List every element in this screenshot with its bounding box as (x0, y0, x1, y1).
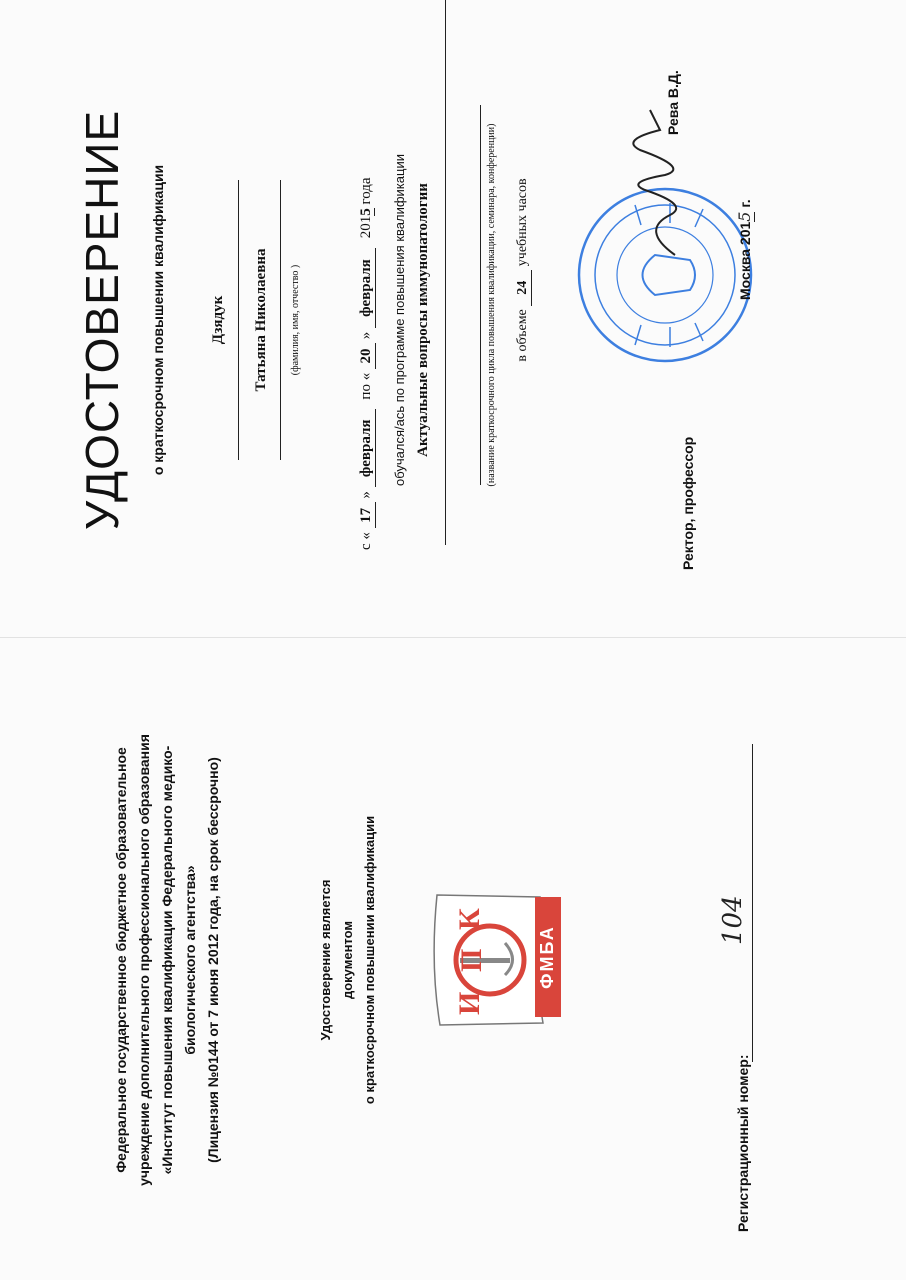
city-year-line (735, 199, 754, 300)
rector-signature (620, 100, 700, 260)
registration-label: Регистрационный номер: (735, 1054, 751, 1232)
statement-line-2: документом (340, 920, 355, 1000)
date-from-prefix: с (358, 543, 374, 550)
studied-text: обучался/ась по программе повышения квалификации (392, 154, 407, 486)
logo-banner-text: ФМБА (537, 925, 557, 989)
org-line-2: учреждение дополнительного профессионального образования (136, 734, 152, 1186)
program-underline-1 (445, 0, 446, 545)
rector-label: Ректор, профессор (680, 436, 696, 570)
statement-line-1: Удостоверение является (318, 879, 333, 1041)
ipk-fmba-logo (425, 885, 565, 1035)
logo-letter-i: И (453, 991, 486, 1015)
holder-surname: Дзядук (210, 295, 226, 345)
surname-underline (238, 180, 239, 460)
date-line: с « 17 » февраля по « 20 » февраля 2015 года (358, 177, 374, 550)
date-to-day: 20 (358, 343, 376, 369)
date-year-suffix: года (358, 177, 374, 205)
statement-line-3: о краткосрочном повышении квалификации (362, 815, 377, 1105)
org-line-5: (Лицензия №0144 от 7 июня 2012 года, на срок бессрочно) (205, 757, 221, 1163)
logo-letter-k: К (453, 908, 486, 930)
holder-name: Татьяна Николаевна (253, 248, 269, 392)
name-underline (280, 180, 281, 460)
org-line-3: «Институт повышения квалификации Федерального медико- (159, 745, 175, 1175)
city-year-suffix: г. (737, 199, 753, 208)
program-title: Актуальные вопросы иммунопатологии (415, 183, 431, 457)
program-underline-2 (480, 105, 481, 485)
date-to-prefix: по (358, 384, 374, 400)
city-year-prefix: Москва 201 (737, 221, 753, 300)
program-caption: (название краткосрочного цикла повышения квалификации, семинара, конференции) (486, 123, 497, 487)
org-line-1: Федеральное государственное бюджетное образовательное (113, 747, 129, 1173)
left-panel (0, 640, 906, 1280)
registration-underline (752, 744, 753, 1062)
date-from-month: февраля (358, 409, 376, 487)
date-from-day: 17 (358, 502, 376, 528)
document-subtitle: о краткосрочном повышении квалификации (150, 164, 166, 476)
registration-number: 104 (718, 895, 748, 945)
date-year-prefix: 201 (358, 215, 374, 239)
rector-name: Рева В.Д. (665, 70, 681, 135)
name-caption: (фамилия, имя, отчество ) (290, 264, 301, 376)
statement-block (315, 760, 381, 1160)
document-title: УДОСТОВЕРЕНИЕ (76, 109, 128, 531)
volume-prefix: в объеме (515, 309, 530, 362)
volume-line (515, 100, 532, 440)
date-to-month: февраля (358, 248, 376, 328)
city-year-digit: 5 (735, 211, 754, 222)
logo-letter-p: П (455, 948, 488, 972)
date-year-digit: 5 (358, 208, 374, 216)
signature-graphic (620, 100, 700, 260)
org-line-4: биологического агентства» (182, 865, 198, 1055)
volume-suffix: учебных часов (515, 178, 530, 267)
organization-block (110, 680, 225, 1240)
volume-hours: 24 (515, 270, 532, 306)
